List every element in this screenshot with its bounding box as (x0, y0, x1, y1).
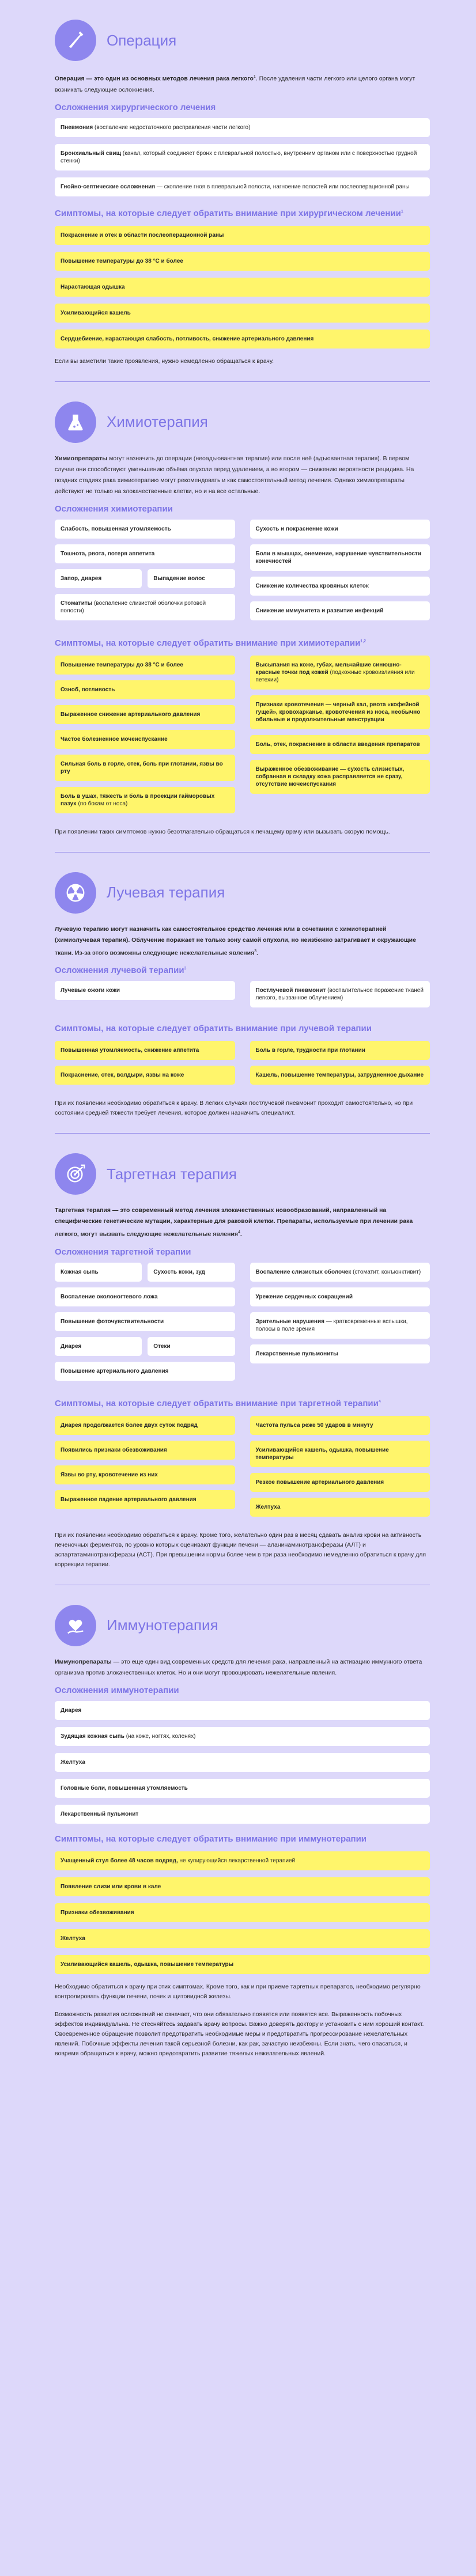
flask-icon (55, 401, 96, 443)
symptom-card: Покраснение, отек, волдыри, язвы на коже (55, 1066, 235, 1085)
complications-left (55, 520, 235, 626)
symptom-card: Язвы во рту, кровотечение из них (55, 1465, 235, 1484)
section-title: Таргетная терапия (107, 1165, 237, 1183)
complication-card: Пневмония (воспаление недостаточного расправления части легкого) (55, 118, 430, 137)
symptom-card: Частота пульса реже 50 ударов в минуту (250, 1416, 430, 1435)
symptoms-title: Симптомы, на которые следует обратить внимание при химиотерапии$^{1,2}$ (55, 638, 367, 648)
section-immuno (55, 1585, 430, 2059)
card-row (55, 1337, 235, 1362)
complications-title: Осложнения иммунотерапии (55, 1685, 179, 1695)
complications-title: Осложнения таргетной терапии (55, 1247, 191, 1257)
complication-card: Постлучевой пневмонит (воспалительное поражение тканей легкого, вызванное облучением) (250, 981, 430, 1007)
symptom-card: Выраженное падение артериального давления (55, 1490, 235, 1509)
complication-card: Головные боли, повышенная утомляемость (55, 1779, 430, 1798)
symptom-card: Боль, отек, покраснение в области введения препаратов (250, 735, 430, 754)
symptom-card: Повышение температуры до 38 °С и более (55, 252, 430, 271)
complication-card: Сухость кожи, зуд (148, 1263, 235, 1282)
radiation-icon (55, 872, 96, 914)
symptom-card: Сильная боль в горле, отек, боль при глотании, язвы во рту (55, 755, 235, 781)
symptoms-title: Симптомы, на которые следует обратить внимание при таргетной терапии$^4$ (55, 1398, 381, 1408)
complication-card: Тошнота, рвота, потеря аппетита (55, 544, 235, 563)
symptoms-right (250, 656, 430, 819)
complications-left (55, 1263, 235, 1387)
heart-hand-icon (55, 1605, 96, 1646)
complication-card: Зудящая кожная сыпь (на коже, ногтях, коленях) (55, 1727, 430, 1746)
section-title: Лучевая терапия (107, 884, 225, 901)
card-row (55, 569, 235, 594)
intro-text: Операция — это один из основных методов лечения рака легкого$^1$. После удаления части легкого или целого органа могут возникать следующие осложнения. (55, 75, 415, 93)
complications-right (250, 1263, 430, 1387)
section-title: Иммунотерапия (107, 1616, 218, 1634)
symptoms-left (55, 1416, 235, 1522)
complication-card: Воспаление слизистых оболочек (стоматит, конъюнктивит) (250, 1263, 430, 1282)
symptom-card: Нарастающая одышка (55, 278, 430, 297)
complications-title: Осложнения хирургического лечения (55, 102, 216, 112)
intro-text: Химиопрепараты могут назначить до операции (неоадъювантная терапия) или после неё (адъювантная терапия). В первом случае они способствуют уменьшению объёма опухоли перед удалением, а во втором — снижению вероятности рецидива. На поздних стадиях рака химиотерапию могут рекомендовать и как самостоятельный метод лечения. Однако химиопрепараты действуют не только на злокачественные клетки, но и на все остальные. (55, 454, 414, 495)
complications-right (250, 520, 430, 626)
complication-card: Желтуха (55, 1753, 430, 1772)
complication-card: Повышение артериального давления (55, 1362, 235, 1381)
symptom-card: Резкое повышение артериального давления (250, 1473, 430, 1492)
complications-title: Осложнения химиотерапии (55, 503, 173, 514)
complication-card: Урежение сердечных сокращений (250, 1287, 430, 1306)
complication-card: Бронхиальный свищ (канал, который соединяет бронх с плевральной полостью, внутренним органом или с поверхностью грудной стенки) (55, 144, 430, 171)
complication-card: Гнойно-септические осложнения — скопление гноя в плевральной полости, нагноение полостей или послеоперационной раны (55, 177, 430, 196)
symptom-card: Выраженное снижение артериального давления (55, 705, 235, 724)
complication-card: Лекарственный пульмонит (55, 1805, 430, 1824)
symptom-card: Частое болезненное мочеиспускание (55, 730, 235, 749)
section-title: Химиотерапия (107, 413, 208, 430)
complication-card: Боли в мышцах, онемение, нарушение чувствительности конечностей (250, 544, 430, 571)
symptom-card: Усиливающийся кашель (55, 304, 430, 323)
intro-text: Лучевую терапию могут назначить как самостоятельное средство лечения или в сочетании с химиотерапией (химиолучевая терапия). Облучение поражает не только зону самой опухоли, но неизбежно затрагивает и окружающие ткани. Из-за этого возможны следующие нежелательные явления$^3$. (55, 925, 416, 956)
symptom-card: Появились признаки обезвоживания (55, 1441, 235, 1460)
symptom-card: Учащенный стул более 48 часов подряд, не купирующийся лекарственной терапией (55, 1851, 430, 1870)
note-text-2: Возможность развития осложнений не означает, что они обязательно появятся или появятся все. Выраженность побочных эффектов индивидуальна. Не стесняйтесь задавать врачу вопросы. Важно доверять доктору и установить с ним хороший контакт. Своевременное обращение позволит предотвратить необходимые меры и предотвратить прогрессирование нежелательных явлений. Побочные эффекты лечения такой серьезной болезни, как рак, зачастую неизбежны. Если знать, чего опасаться, и вовремя обращаться к врачу, можно предотвратить развитие тяжелых нежелательных явлений. (55, 2010, 424, 2057)
symptoms-left (55, 656, 235, 819)
intro-text: Иммунопрепараты — это еще один вид современных средств для лечения рака, направленный на активацию иммунного ответа организма против злокачественных клеток. Но и они могут провоцировать нежелательные явления. (55, 1658, 422, 1676)
complication-card: Лучевые ожоги кожи (55, 981, 235, 1000)
complication-card: Воспаление околоногтевого ложа (55, 1287, 235, 1306)
symptom-card: Повышение температуры до 38 °С и более (55, 656, 235, 675)
symptom-card: Покраснение и отек в области послеоперационной раны (55, 226, 430, 245)
complication-card: Слабость, повышенная утомляемость (55, 520, 235, 539)
intro-text: Таргетная терапия — это современный метод лечения злокачественных новообразований, направленный на специфические генетические мутации, характерные для раковой клетки. Препараты, используемые при лечении рака легкого, могут вызвать следующие нежелательные явления$^4$. (55, 1207, 413, 1238)
symptom-card: Озноб, потливость (55, 680, 235, 699)
symptoms-right (250, 1416, 430, 1522)
symptom-card: Желтуха (55, 1929, 430, 1948)
complication-card: Снижение количества кровяных клеток (250, 577, 430, 596)
target-icon (55, 1153, 96, 1195)
symptom-card: Сердцебиение, нарастающая слабость, потливость, снижение артериального давления (55, 329, 430, 348)
symptom-card: Выраженное обезвоживание — сухость слизистых, собранная в складку кожа расправляется не сразу, отсутствие мочеиспускания (250, 760, 430, 794)
complications-list (55, 1701, 430, 1824)
card-row (55, 1263, 235, 1287)
symptom-card: Желтуха (250, 1498, 430, 1517)
complication-card: Зрительные нарушения — кратковременные вспышки, полосы в поле зрения (250, 1312, 430, 1339)
complication-card: Запор, диарея (55, 569, 142, 588)
symptoms-title: Симптомы, на которые следует обратить внимание при хирургическом лечении$^1$ (55, 208, 403, 218)
complications-right (250, 981, 430, 1013)
symptom-card: Боль в ушах, тяжесть и боль в проекции гайморовых пазух (по бокам от носа) (55, 787, 235, 813)
complication-card: Снижение иммунитета и развитие инфекций (250, 601, 430, 620)
complication-card: Выпадение волос (148, 569, 235, 588)
symptoms-left (55, 1041, 235, 1090)
complication-card: Отеки (148, 1337, 235, 1356)
complication-card: Стоматиты (воспаление слизистой оболочки ротовой полости) (55, 594, 235, 620)
symptom-card: Боль в горле, трудности при глотании (250, 1041, 430, 1060)
symptoms-title: Симптомы, на которые следует обратить внимание при иммунотерапии (55, 1833, 367, 1844)
section-title: Операция (107, 31, 177, 49)
section-surgery (55, 0, 430, 382)
scalpel-icon (55, 20, 96, 61)
symptom-card: Диарея продолжается более двух суток подряд (55, 1416, 235, 1435)
complication-card: Повышение фоточувствительности (55, 1312, 235, 1331)
symptoms-list (55, 1851, 430, 1974)
complication-card: Диарея (55, 1337, 142, 1356)
symptoms-right (250, 1041, 430, 1090)
section-targeted (55, 1134, 430, 1585)
symptom-card: Появление слизи или крови в кале (55, 1877, 430, 1896)
section-chemo (55, 382, 430, 853)
note-text: Если вы заметили такие проявления, нужно немедленно обращаться к врачу. (55, 357, 274, 365)
complication-card: Сухость и покраснение кожи (250, 520, 430, 539)
note-text: При их появлении необходимо обратиться к врачу. В легких случаях постлучевой пневмонит проходит самостоятельно, но при состоянии средней тяжести требует лечения, которое должен назначить специалист. (55, 1100, 413, 1116)
symptom-card: Повышенная утомляемость, снижение аппетита (55, 1041, 235, 1060)
note-text: При их появлении необходимо обратиться к врачу. Кроме того, желательно один раз в месяц сдавать анализ крови на активность печеночных ферментов, по уровню которых оценивают функции печени — аланинаминотрансферазы (АЛТ) и аспартатаминотрансферазы (АСТ). При превышении нормы более чем в три раза необходимо немедленно обратиться к врачу для коррекции терапии. (55, 1531, 426, 1568)
symptoms-title: Симптомы, на которые следует обратить внимание при лучевой терапии (55, 1024, 372, 1033)
note-text: Необходимо обратиться к врачу при этих симптомах. Кроме того, как и при приеме таргетных препаратов, необходимо регулярно контролировать функции печени, почек и щитовидной железы. (55, 1983, 421, 2000)
note-text: При появлении таких симптомов нужно безотлагательно обращаться к лечащему врачу или вызывать скорую помощь. (55, 828, 390, 835)
symptom-card: Кашель, повышение температуры, затрудненное дыхание (250, 1066, 430, 1085)
complications-left (55, 981, 235, 1013)
symptom-card: Высыпания на коже, губах, мельчайшие синюшно-красные точки под кожей (подкожные кровоизлияния или петехии) (250, 656, 430, 690)
complication-card: Диарея (55, 1701, 430, 1720)
symptom-card: Признаки кровотечения — черный кал, рвота «кофейной гущей», кровохарканье, кровотечения из носа, необычно обильные и продолжительные менструации (250, 695, 430, 729)
complication-card: Лекарственные пульмониты (250, 1344, 430, 1363)
symptom-card: Усиливающийся кашель, одышка, повышение температуры (250, 1441, 430, 1467)
complication-card: Кожная сыпь (55, 1263, 142, 1282)
section-radiation (55, 853, 430, 1134)
complications-title: Осложнения лучевой терапии$^3$ (55, 965, 187, 975)
symptom-card: Признаки обезвоживания (55, 1903, 430, 1922)
complications-list (55, 118, 430, 196)
symptoms-list (55, 226, 430, 348)
symptom-card: Усиливающийся кашель, одышка, повышение температуры (55, 1955, 430, 1974)
